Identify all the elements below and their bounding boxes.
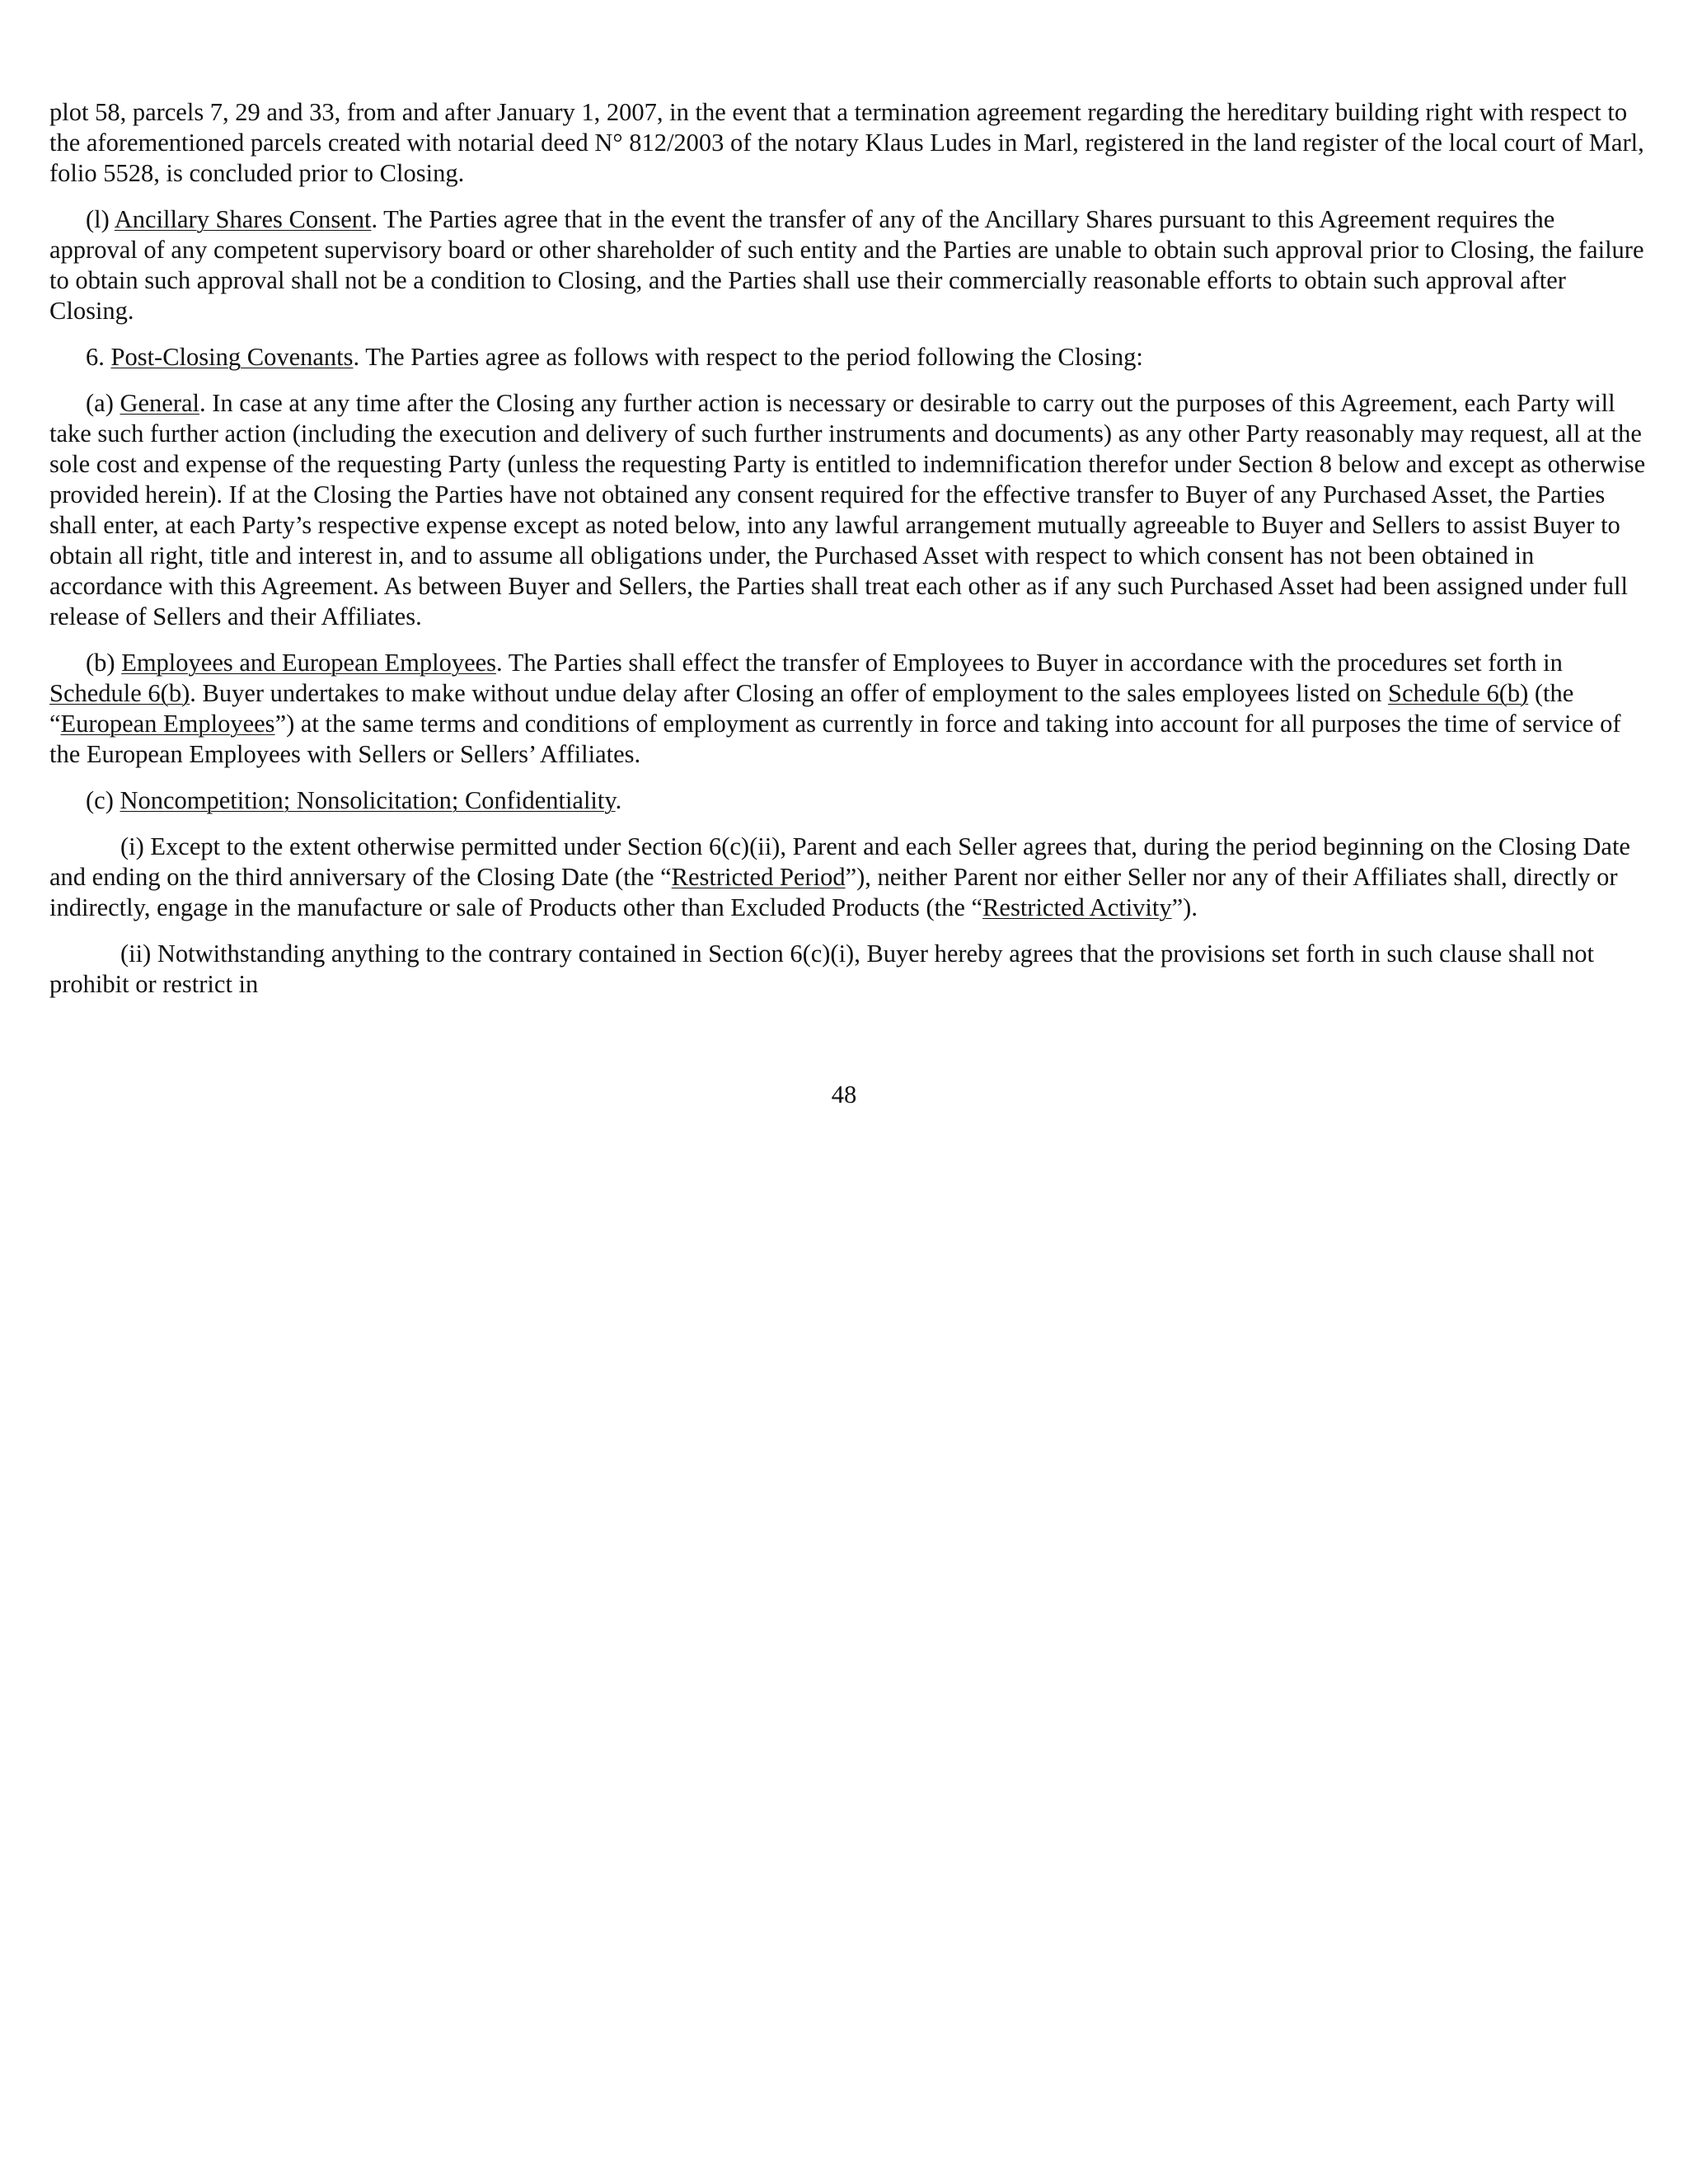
paragraph-text: ”) at the same terms and conditions of employment as currently in force and taking into account for all purposes the time of service of the European Employees with Sellers or Sellers’ Affiliates.: [49, 710, 1621, 768]
paragraph-text: .: [615, 786, 622, 814]
paragraph-text: . The Parties shall effect the transfer of Employees to Buyer in accordance with the procedures set forth in: [496, 649, 1563, 677]
paragraph-ancillary-shares-consent: [49, 204, 1647, 326]
page-number: 48: [831, 1080, 857, 1108]
schedule-reference: Schedule 6(b): [49, 679, 190, 707]
paragraph-general: [49, 388, 1647, 632]
defined-term: European Employees: [60, 710, 275, 738]
paragraph-post-closing-covenants: [49, 342, 1647, 373]
paragraph-employees: [49, 648, 1647, 770]
document-body: [49, 97, 1647, 1015]
section-heading: General: [120, 389, 200, 417]
section-number: (c): [86, 786, 120, 814]
paragraph-plot-58: plot 58, parcels 7, 29 and 33, from and after January 1, 2007, in the event that a termination agreement regarding the hereditary building right with respect to the aforementioned parcels created with notarial deed N° 812/2003 of the notary Klaus Ludes in Marl, registered in the land register of the local court of Marl, folio 5528, is concluded prior to Closing.: [49, 98, 1644, 187]
section-number: (a): [86, 389, 120, 417]
paragraph-notwithstanding: (ii) Notwithstanding anything to the contrary contained in Section 6(c)(i), Buyer hereby agrees that the provisions set forth in such clause shall not prohibit or restrict in: [49, 940, 1595, 998]
paragraph-restricted-period: [49, 832, 1647, 923]
paragraph-text: ”).: [1171, 893, 1198, 921]
paragraph-text: (i) Except to the extent otherwise permitted under Section 6(c)(ii), Parent and each Seller agrees that, during the period beginning on the Closing Date and ending on the third anniversary of the Closing Date (the “: [49, 832, 1630, 891]
section-heading: Noncompetition; Nonsolicitation; Confidentiality: [120, 786, 616, 814]
section-number: (b): [86, 649, 122, 677]
paragraph-text: . The Parties agree as follows with respect to the period following the Closing:: [353, 343, 1143, 371]
section-heading: Ancillary Shares Consent: [114, 205, 372, 233]
section-heading: Post-Closing Covenants: [110, 343, 354, 371]
paragraph-text: . Buyer undertakes to make without undue delay after Closing an offer of employment to the sales employees listed on: [190, 679, 1389, 707]
schedule-reference: Schedule 6(b): [1388, 679, 1529, 707]
paragraph-text: ”), neither Parent nor either Seller nor any of their Affiliates shall, directly or indirectly, engage in the manufacture or sale of Products other than Excluded Products (the “: [49, 863, 1618, 921]
paragraph-text: . In case at any time after the Closing any further action is necessary or desirable to carry out the purposes of this Agreement, each Party will take such further action (including the execution and delivery of such further instruments and documents) as any other Party reasonably may request, all at the sole cost and expense of the requesting Party (unless the requesting Party is entitled to indemnification therefor under Section 8 below and except as otherwise provided herein). If at the Closing the Parties have not obtained any consent required for the effective transfer to Buyer of any Purchased Asset, the Parties shall enter, at each Party’s respective expense except as noted below, into any lawful arrangement mutually agreeable to Buyer and Sellers to assist Buyer to obtain all right, title and interest in, and to assume all obligations under, the Purchased Asset with respect to which consent has not been obtained in accordance with this Agreement. As between Buyer and Sellers, the Parties shall treat each other as if any such Purchased Asset had been assigned under full release of Sellers and their Affiliates.: [49, 389, 1646, 630]
defined-term: Restricted Activity: [982, 893, 1172, 921]
paragraph-text: (the “: [49, 679, 1574, 738]
section-number: 6.: [86, 343, 111, 371]
defined-term: Restricted Period: [671, 863, 846, 891]
section-number: (l): [86, 205, 115, 233]
section-heading: Employees and European Employees: [121, 649, 497, 677]
paragraph-text: . The Parties agree that in the event the transfer of any of the Ancillary Shares pursuant to this Agreement requires the approval of any competent supervisory board or other shareholder of such entity and the Parties are unable to obtain such approval prior to Closing, the failure to obtain such approval shall not be a condition to Closing, and the Parties shall use their commercially reasonable efforts to obtain such approval after Closing.: [49, 205, 1644, 325]
paragraph-noncompetition: [49, 785, 1647, 816]
